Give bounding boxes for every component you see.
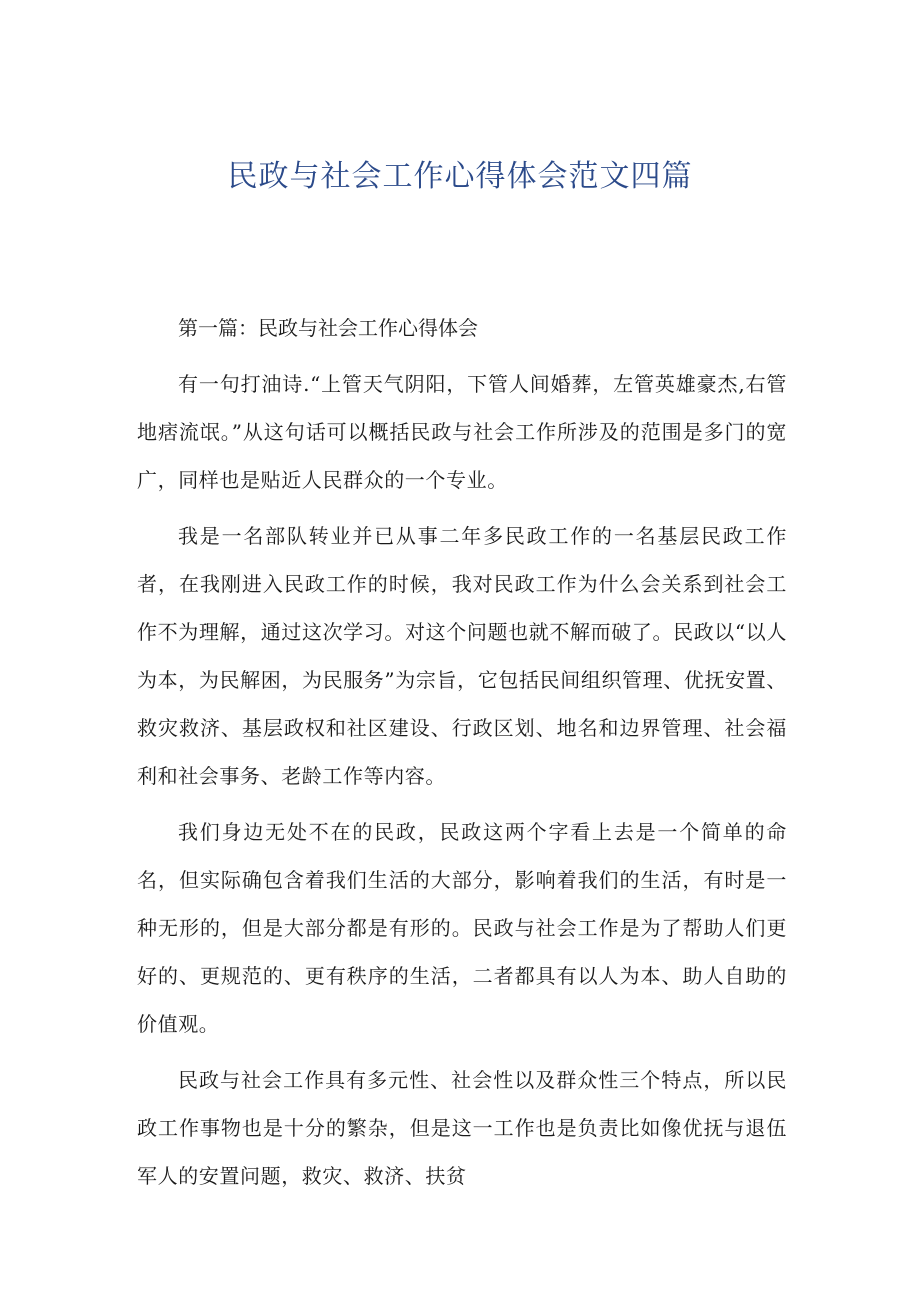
paragraph-2: 我是一名部队转业并已从事二年多民政工作的一名基层民政工作者，在我刚进入民政工作的时候，我对民政工作为什么会关系到社会工作不为理解，通过这次学习。对这个问题也就不解而破了。民政以“以人为本，为民解困，为民服务”为宗旨，它包括民间组织管理、优抚安置、救灾救济、基层政权和社区建设、行政区划、地名和边界管理、社会福利和社会事务、老龄工作等内容。 (137, 524, 787, 788)
document-body (137, 310, 787, 1200)
document-title: 民政与社会工作心得体会范文四篇 (227, 159, 693, 194)
paragraph-3: 我们身边无处不在的民政，民政这两个字看上去是一个简单的命名，但实际确包含着我们生活的大部分，影响着我们的生活，有时是一种无形的，但是大部分都是有形的。民政与社会工作是为了帮助人们更好的、更规范的、更有秩序的生活，二者都具有以人为本、助人自助的价值观。 (137, 820, 787, 1036)
paragraph-4: 民政与社会工作具有多元性、社会性以及群众性三个特点，所以民政工作事物也是十分的繁杂，但是这一工作也是负责比如像优抚与退伍军人的安置问题，救灾、救济、扶贫 (137, 1068, 787, 1188)
paragraph-1: 有一句打油诗.“上管天气阴阳，下管人间婚葬，左管英雄豪杰,右管地痞流氓。”从这句话可以概括民政与社会工作所涉及的范围是多门的宽广，同样也是贴近人民群众的一个专业。 (137, 372, 787, 492)
section-heading: 第一篇：民政与社会工作心得体会 (178, 316, 478, 340)
